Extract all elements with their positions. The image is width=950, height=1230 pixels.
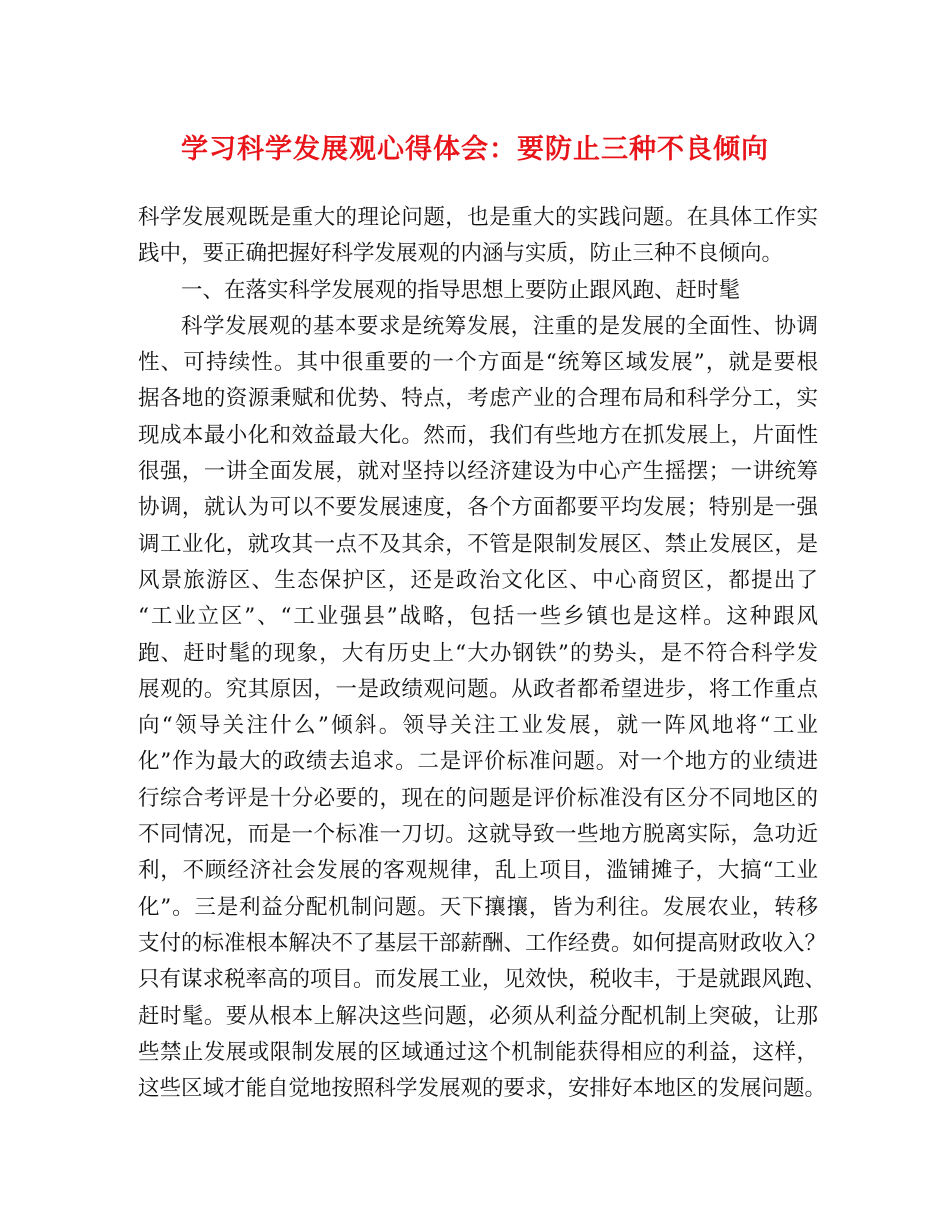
body-line: 风景旅游区、生态保护区，还是政治文化区、中心商贸区，都提出了 [138,567,818,593]
body-line: 跑、赶时髦的现象，大有历史上“大办钢铁”的势头，是不符合科学发 [138,640,818,666]
document-title: 学习科学发展观心得体会：要防止三种不良倾向 [181,134,769,165]
body-line: 科学发展观的基本要求是统筹发展，注重的是发展的全面性、协调 [181,313,818,339]
body-line: 支付的标准根本解决不了基层干部薪酬、工作经费。如何提高财政收入？ [138,930,827,956]
body-line: 化”。三是利益分配机制问题。天下攘攘，皆为利往。发展农业，转移 [138,894,818,920]
body-line: 协调，就认为可以不要发展速度，各个方面都要平均发展；特别是一强 [138,495,818,521]
document-body [138,200,827,1107]
body-line: 向“领导关注什么”倾斜。领导关注工业发展，就一阵风地将“工业 [138,713,818,739]
body-line: 这些区域才能自觉地按照科学发展观的要求，安排好本地区的发展问题。 [138,1076,827,1102]
body-line: 行综合考评是十分必要的，现在的问题是评价标准没有区分不同地区的 [138,785,818,811]
body-line: 利，不顾经济社会发展的客观规律，乱上项目，滥铺摊子，大搞“工业 [138,858,818,884]
body-line: 现成本最小化和效益最大化。然而，我们有些地方在抓发展上，片面性 [138,422,818,448]
body-line: 只有谋求税率高的项目。而发展工业，见效快，税收丰，于是就跟风跑、 [138,967,827,993]
section-heading: 一、在落实科学发展观的指导思想上要防止跟风跑、赶时髦 [181,277,741,303]
body-line: “工业立区”、“工业强县”战略，包括一些乡镇也是这样。这种跟风 [138,604,818,630]
body-line: 调工业化，就攻其一点不及其余，不管是限制发展区、禁止发展区，是 [138,531,818,557]
body-line: 性、可持续性。其中很重要的一个方面是“统筹区域发展”，就是要根 [138,350,818,376]
body-line: 赶时髦。要从根本上解决这些问题，必须从利益分配机制上突破，让那 [138,1003,818,1029]
body-line: 展观的。究其原因，一是政绩观问题。从政者都希望进步，将工作重点 [138,676,818,702]
body-line: 科学发展观既是重大的理论问题，也是重大的实践问题。在具体工作实 [138,205,818,230]
body-line: 些禁止发展或限制发展的区域通过这个机制能获得相应的利益，这样， [138,1039,818,1065]
body-line: 很强，一讲全面发展，就对坚持以经济建设为中心产生摇摆；一讲统筹 [138,459,818,485]
body-line: 践中，要正确把握好科学发展观的内涵与实质，防止三种不良倾向。 [138,241,784,267]
body-line: 不同情况，而是一个标准一刀切。这就导致一些地方脱离实际，急功近 [138,822,818,848]
body-line: 化”作为最大的政绩去追求。二是评价标准问题。对一个地方的业绩进 [138,749,818,775]
body-line: 据各地的资源秉赋和优势、特点，考虑产业的合理布局和科学分工，实 [138,386,818,412]
